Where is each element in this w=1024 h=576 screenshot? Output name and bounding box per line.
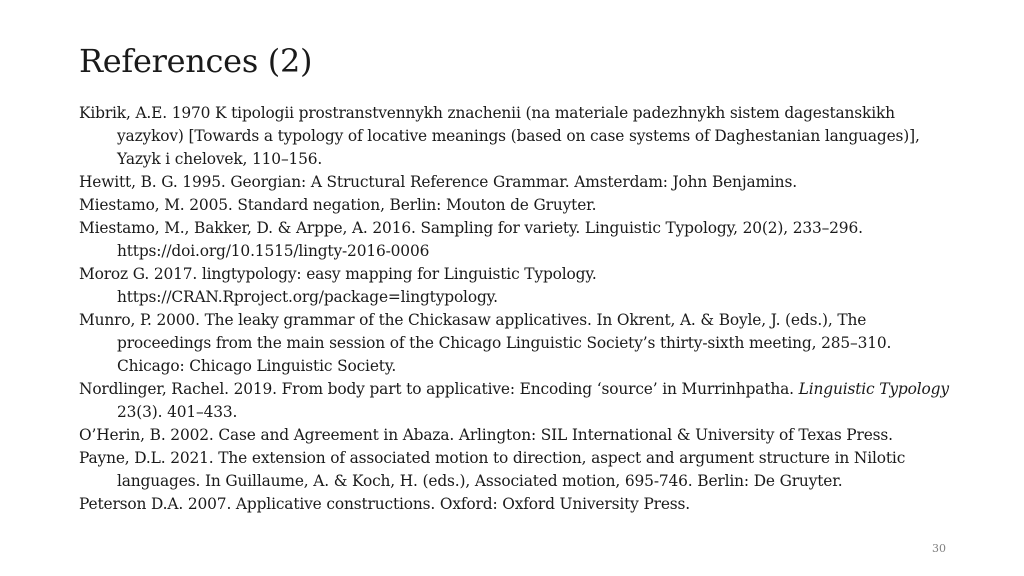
reference-item: Payne, D.L. 2021. The extension of associated motion to direction, aspect and argument structure in Nilotic languages. In Guillaume, A. & Koch, H. (eds.), Associated motion, 695-746. Berlin: De Gruyter. [79, 449, 906, 490]
slide-title: References (2) [79, 42, 313, 80]
reference-item [79, 378, 959, 424]
reference-item: Kibrik, A.E. 1970 K tipologii prostranstvennykh znachenii (na materiale padezhnykh sistem dagestanskikh yazykov) [Towards a typology of locative meanings (based on case systems of Daghestanian languages)], Yazyk i chelovek, 110–156. [79, 104, 920, 168]
reference-text: 23(3). 401–433. [117, 403, 238, 421]
reference-text: Nordlinger, Rachel. 2019. From body part to applicative: Encoding ‘source’ in Murrinhpatha. [79, 380, 799, 398]
journal-title: Linguistic Typology [798, 380, 949, 398]
page-number: 30 [932, 542, 946, 555]
reference-item: Moroz G. 2017. lingtypology: easy mapping for Linguistic Typology. https://CRAN.Rproject.org/package=lingtypology. [79, 265, 597, 306]
reference-item: Munro, P. 2000. The leaky grammar of the Chickasaw applicatives. In Okrent, A. & Boyle, J. (eds.), The proceedings from the main session of the Chicago Linguistic Society’s thirty-sixth meeting, 285–310. Chicago: Chicago Linguistic Society. [79, 311, 892, 375]
reference-item: Miestamo, M., Bakker, D. & Arppe, A. 2016. Sampling for variety. Linguistic Typology, 20(2), 233–296. https://doi.org/10.1515/lingty-2016-0006 [79, 219, 863, 260]
reference-item: Hewitt, B. G. 1995. Georgian: A Structural Reference Grammar. Amsterdam: John Benjamins. [79, 173, 797, 191]
reference-list [79, 102, 959, 516]
reference-item: O’Herin, B. 2002. Case and Agreement in Abaza. Arlington: SIL International & University of Texas Press. [79, 426, 893, 444]
reference-item: Miestamo, M. 2005. Standard negation, Berlin: Mouton de Gruyter. [79, 196, 597, 214]
reference-item: Peterson D.A. 2007. Applicative constructions. Oxford: Oxford University Press. [79, 495, 691, 513]
